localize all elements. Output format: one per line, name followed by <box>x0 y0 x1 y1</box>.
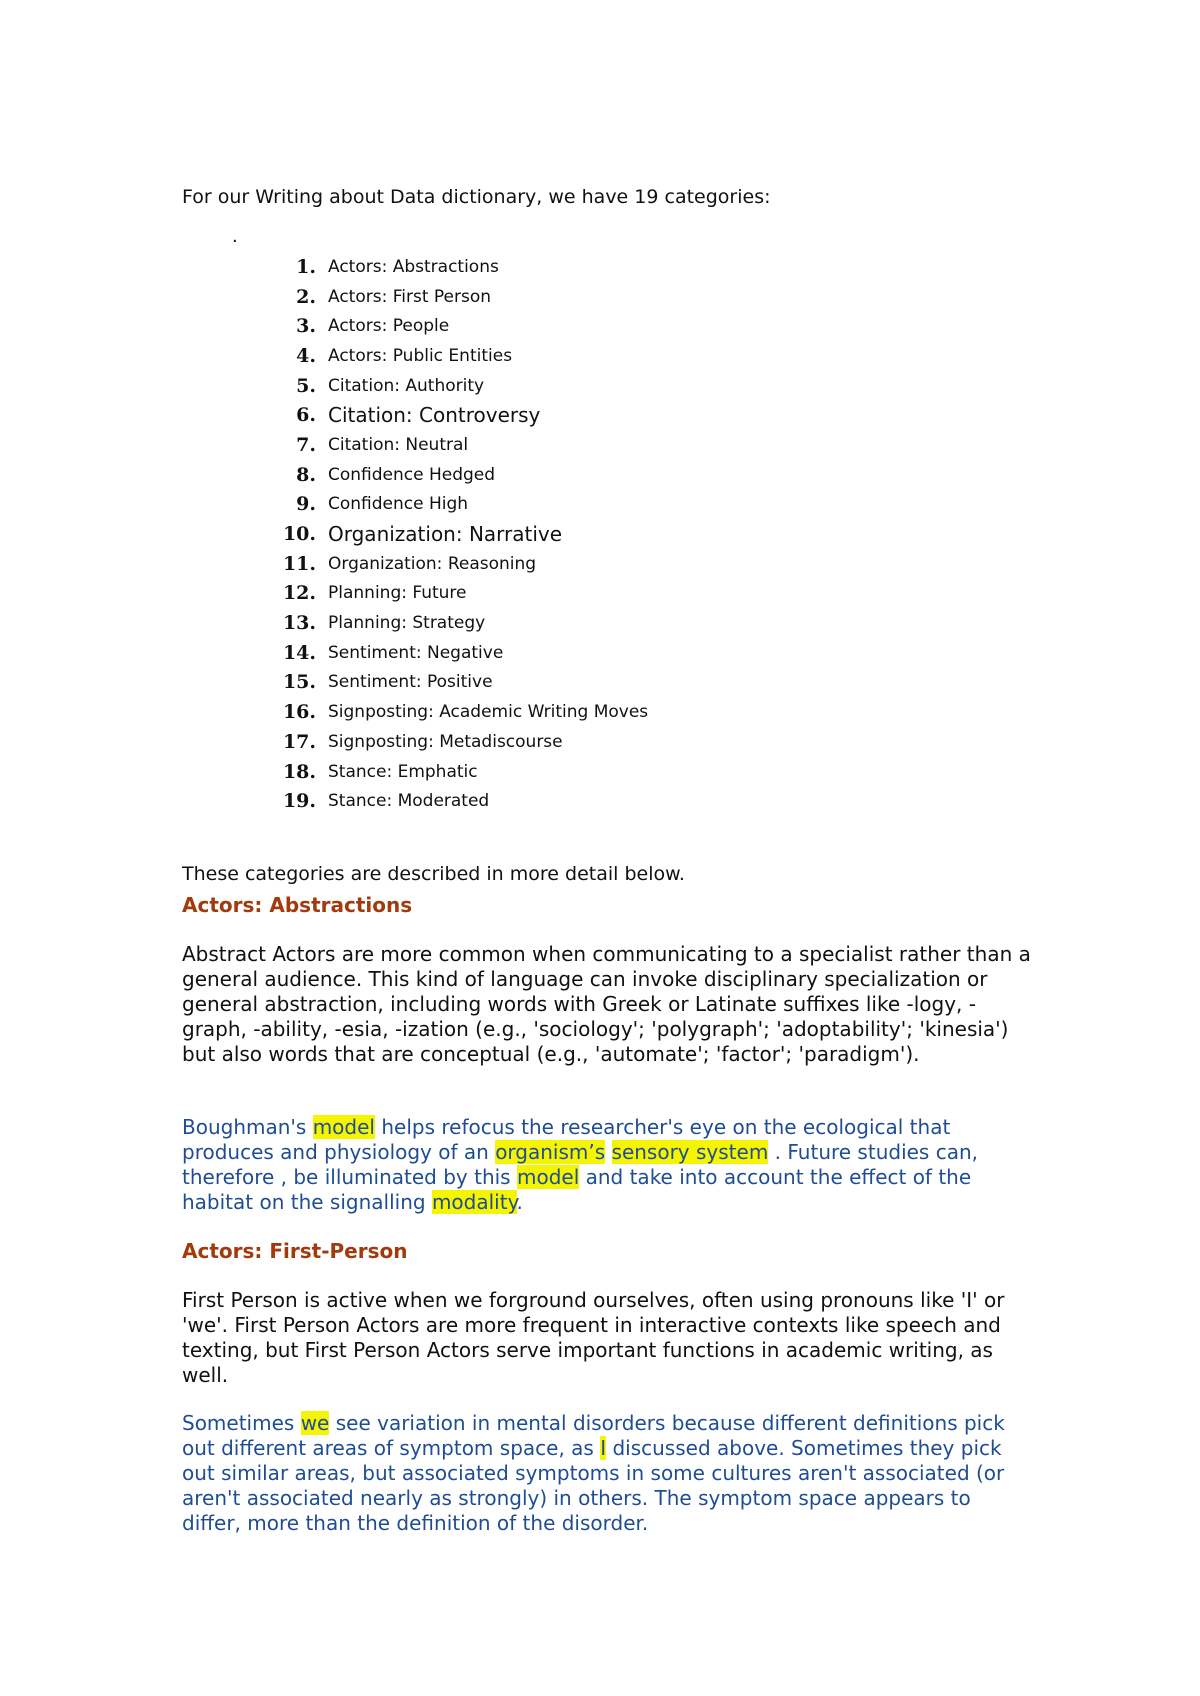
list-label: Actors: People <box>328 316 450 337</box>
section-description-first-person: First Person is active when we forground ourselves, often using pronouns like 'I' or 'we'. First Person Actors are more frequent in interactive contexts like speech and texting, but First Person Actors serve important functions in academic writing, as well. <box>182 1288 1005 1387</box>
list-number: 4. <box>296 344 316 367</box>
example-text: see variation in mental disorders because different definitions pick out different areas of symptom space, as <box>182 1411 1005 1460</box>
list-label: Confidence High <box>328 494 469 515</box>
list-label: Sentiment: Positive <box>328 672 493 693</box>
section-heading-abstractions: Actors: Abstractions <box>182 893 413 917</box>
list-number: 17. <box>282 730 316 753</box>
list-number: 9. <box>296 493 316 516</box>
list-number: 3. <box>296 315 316 338</box>
list-label: Citation: Controversy <box>328 403 541 428</box>
list-number: 14. <box>282 641 316 664</box>
intro-text: For our Writing about Data dictionary, we have 19 categories: <box>182 186 771 208</box>
list-number: 10. <box>282 523 316 546</box>
highlighted-term: we <box>300 1411 330 1435</box>
example-passage-abstractions <box>182 1115 1032 1215</box>
list-label: Sentiment: Negative <box>328 642 504 663</box>
list-label: Planning: Strategy <box>328 613 486 634</box>
list-label: Organization: Narrative <box>328 522 563 547</box>
list-number: 1. <box>296 255 316 278</box>
list-followup-text: These categories are described in more detail below. <box>182 863 685 885</box>
list-label: Stance: Emphatic <box>328 761 478 782</box>
highlighted-term: organism’s <box>495 1140 606 1164</box>
highlighted-term: I <box>600 1436 607 1460</box>
list-number: 16. <box>282 701 316 724</box>
list-label: Citation: Authority <box>328 375 485 396</box>
example-text: discussed above. Sometimes they pick out similar areas, but associated symptoms in some cultures aren't associated (or aren't associated nearly as strongly) in others. The symptom space appears to differ, more than the definition of the disorder. <box>182 1436 1005 1535</box>
highlighted-term: model <box>516 1165 580 1189</box>
list-number: 13. <box>282 612 316 635</box>
list-label: Stance: Moderated <box>328 791 490 812</box>
list-label: Planning: Future <box>328 583 467 604</box>
example-passage-first-person <box>182 1411 1032 1536</box>
list-label: Organization: Reasoning <box>328 553 537 574</box>
example-text <box>605 1140 611 1164</box>
example-text: . Future studies can, therefore , be illuminated by this <box>182 1140 978 1189</box>
section-heading-first-person: Actors: First-Person <box>182 1239 408 1263</box>
section-description-abstractions: Abstract Actors are more common when communicating to a specialist rather than a general audience. This kind of language can invoke disciplinary specialization or general abstraction, including words with Greek or Latinate suffixes like -logy, -graph, -ability, -esia, -ization (e.g., 'sociology'; 'polygraph'; 'adoptability'; 'kinesia') but also words that are conceptual (e.g., 'automate'; 'factor'; 'paradigm'). <box>182 942 1031 1066</box>
list-number: 12. <box>282 582 316 605</box>
example-text: helps refocus the researcher's eye on the ecological that produces and physiology of an <box>182 1115 951 1164</box>
list-label: Signposting: Academic Writing Moves <box>328 702 649 723</box>
list-number: 7. <box>296 433 316 456</box>
list-label: Citation: Neutral <box>328 434 469 455</box>
list-number: 2. <box>296 285 316 308</box>
highlighted-term: model <box>312 1115 375 1139</box>
list-number: 5. <box>296 374 316 397</box>
empty-bullet: . <box>232 226 238 247</box>
list-number: 11. <box>282 552 316 575</box>
list-label: Signposting: Metadiscourse <box>328 731 563 752</box>
example-text: . <box>516 1190 523 1214</box>
list-number: 18. <box>282 760 316 783</box>
list-label: Actors: Abstractions <box>328 256 499 277</box>
highlighted-term: sensory system <box>611 1140 769 1164</box>
list-label: Actors: Public Entities <box>328 345 513 366</box>
list-number: 15. <box>282 671 316 694</box>
example-text: Sometimes <box>182 1411 301 1435</box>
example-text: and take into account the effect of the habitat on the signalling <box>182 1165 972 1214</box>
list-number: 8. <box>296 463 316 486</box>
list-number: 19. <box>282 790 316 813</box>
highlighted-term: modality <box>431 1190 517 1214</box>
example-text: Boughman's <box>182 1115 313 1139</box>
list-label: Actors: First Person <box>328 286 492 307</box>
list-number: 6. <box>296 404 316 427</box>
list-label: Confidence Hedged <box>328 464 496 485</box>
